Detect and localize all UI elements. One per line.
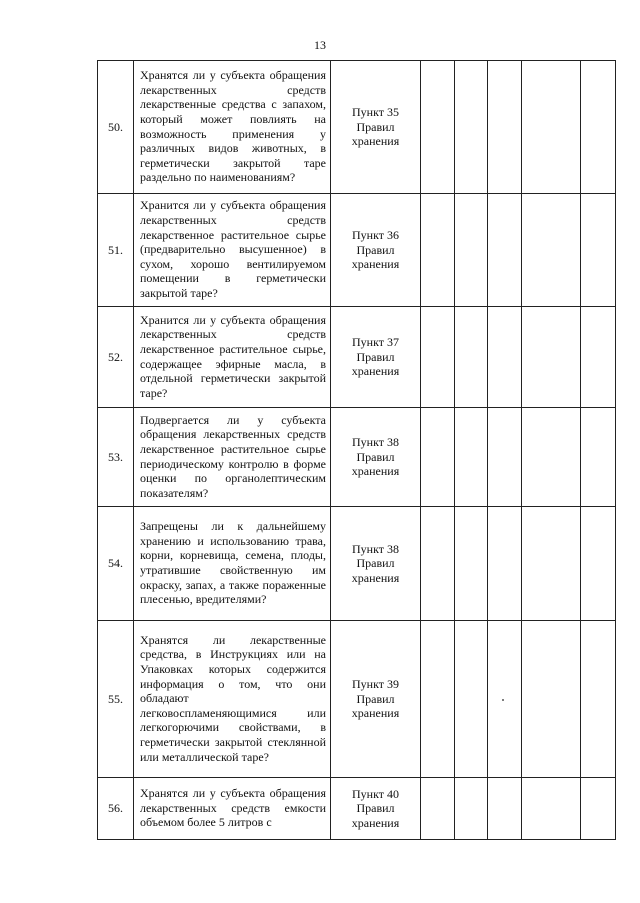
question-cell: [134, 307, 331, 408]
answer-cell-no[interactable]: [455, 408, 488, 507]
reference-line: хранения: [351, 134, 400, 149]
reference-line: Правил: [356, 349, 395, 364]
answer-cell-yes[interactable]: [421, 194, 455, 307]
answer-cell-na[interactable]: [488, 194, 522, 307]
answer-cell-extra[interactable]: [581, 778, 616, 840]
answer-cell-yes[interactable]: [421, 408, 455, 507]
question-cell: [134, 408, 331, 507]
reference-line: Правил: [356, 801, 395, 816]
table-row: [98, 61, 616, 194]
row-number: 54.: [98, 507, 134, 621]
answer-cell-no[interactable]: [455, 307, 488, 408]
row-number: 55.: [98, 621, 134, 778]
reference-line: хранения: [351, 464, 400, 479]
answer-cell-na[interactable]: [488, 307, 522, 408]
question-cell: [134, 194, 331, 307]
answer-cell-extra[interactable]: [581, 507, 616, 621]
reference-line: Пункт 37: [351, 335, 399, 350]
reference-cell: [331, 61, 421, 194]
reference-cell: [331, 621, 421, 778]
answer-cell-note[interactable]: [522, 61, 581, 194]
answer-cell-extra[interactable]: [581, 194, 616, 307]
question-text: Запрещены ли к дальнейшему хранению и использованию трава, корни, корневища, семена, плоды, утратившие свойственную им окраску, запах, а также пораженные плесенью, вредителями?: [140, 519, 326, 607]
reference-line: Пункт 38: [351, 541, 399, 556]
page-number: 13: [314, 38, 326, 52]
question-cell: [134, 507, 331, 621]
answer-cell-na[interactable]: [488, 621, 522, 778]
reference-cell: [331, 408, 421, 507]
question-cell: [134, 778, 331, 840]
reference-line: Пункт 36: [351, 228, 399, 243]
reference-line: хранения: [351, 706, 400, 721]
reference-line: хранения: [351, 570, 400, 585]
answer-cell-note[interactable]: [522, 621, 581, 778]
reference-line: Пункт 39: [351, 677, 399, 692]
answer-cell-na[interactable]: [488, 408, 522, 507]
reference-cell: [331, 778, 421, 840]
answer-cell-no[interactable]: [455, 61, 488, 194]
table-row: [98, 507, 616, 621]
answer-cell-no[interactable]: [455, 194, 488, 307]
answer-cell-note[interactable]: [522, 507, 581, 621]
reference-line: Правил: [356, 691, 395, 706]
reference-cell: [331, 194, 421, 307]
reference-cell: [331, 507, 421, 621]
answer-cell-yes[interactable]: [421, 507, 455, 621]
answer-cell-note[interactable]: [522, 307, 581, 408]
answer-cell-yes[interactable]: [421, 61, 455, 194]
answer-cell-no[interactable]: [455, 507, 488, 621]
reference-line: Правил: [356, 556, 395, 571]
table-row: [98, 778, 616, 840]
question-text: Хранятся ли у субъекта обращения лекарственных средств емкости объемом более 5 литров с: [140, 786, 326, 830]
answer-cell-extra[interactable]: [581, 408, 616, 507]
question-text: Хранятся ли лекарственные средства, в Инструкциях или на Упаковках которых содержится информация о том, что они обладают легковоспламеняющимися или легкогорючими свойствами, в герметически закрытой стеклянной или металлической таре?: [140, 632, 326, 764]
answer-cell-yes[interactable]: [421, 621, 455, 778]
reference-line: Пункт 38: [351, 435, 399, 450]
answer-cell-extra[interactable]: [581, 621, 616, 778]
answer-cell-extra[interactable]: [581, 61, 616, 194]
question-text: Хранится ли у субъекта обращения лекарственных средств лекарственное растительное сырье, содержащее эфирные масла, в отдельной герметически закрытой таре?: [140, 312, 326, 400]
answer-cell-note[interactable]: [522, 408, 581, 507]
reference-line: Пункт 35: [351, 105, 399, 120]
row-number: 51.: [98, 194, 134, 307]
answer-cell-extra[interactable]: [581, 307, 616, 408]
question-text: Хранится ли у субъекта обращения лекарственных средств лекарственное растительное сырье (предварительно высушенное) в сухом, хорошо вентилируемом помещении в герметически закрытой таре?: [140, 198, 326, 300]
question-cell: [134, 61, 331, 194]
answer-cell-na[interactable]: [488, 507, 522, 621]
answer-cell-yes[interactable]: [421, 307, 455, 408]
row-number: 52.: [98, 307, 134, 408]
reference-line: хранения: [351, 257, 400, 272]
table-row: [98, 621, 616, 778]
answer-cell-yes[interactable]: [421, 778, 455, 840]
table-row: [98, 307, 616, 408]
answer-cell-no[interactable]: [455, 621, 488, 778]
reference-line: хранения: [351, 815, 400, 830]
answer-cell-note[interactable]: [522, 778, 581, 840]
reference-line: Правил: [356, 119, 395, 134]
row-number: 56.: [98, 778, 134, 840]
answer-cell-na[interactable]: [488, 778, 522, 840]
reference-line: Пункт 40: [351, 786, 399, 801]
reference-cell: [331, 307, 421, 408]
checklist-table: [97, 60, 616, 840]
answer-cell-note[interactable]: [522, 194, 581, 307]
question-text: Подвергается ли у субъекта обращения лекарственных средств лекарственное растительное сырье периодическому контролю в форме оценки по органолептическим показателям?: [140, 412, 326, 500]
reference-line: Правил: [356, 449, 395, 464]
row-number: 50.: [98, 61, 134, 194]
question-text: Хранятся ли у субъекта обращения лекарственных средств лекарственные средства с запахом, который может повлиять на возможность применения у различных видов животных, в герметически закрытой таре раздельно по наименованиям?: [140, 68, 326, 185]
answer-cell-no[interactable]: [455, 778, 488, 840]
row-number: 53.: [98, 408, 134, 507]
scan-speck: [502, 699, 504, 701]
reference-line: хранения: [351, 364, 400, 379]
table-row: [98, 408, 616, 507]
question-cell: [134, 621, 331, 778]
answer-cell-na[interactable]: [488, 61, 522, 194]
table-row: [98, 194, 616, 307]
reference-line: Правил: [356, 242, 395, 257]
